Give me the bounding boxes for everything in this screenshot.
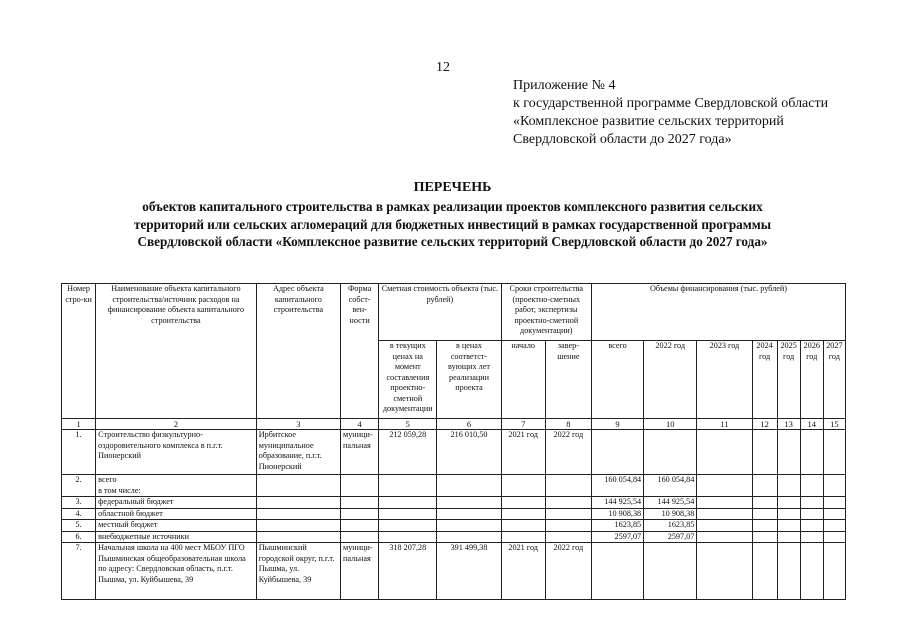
appendix-line: «Комплексное развитие сельских территорий [513, 114, 784, 129]
table-row [62, 508, 846, 520]
row-number: 5. [62, 520, 96, 532]
header-end: завер-шение [545, 341, 591, 419]
column-number: 1 [62, 419, 96, 430]
table-row [62, 475, 846, 497]
header-cost-current: в текущих ценах на момент составления проектно-сметной документации [379, 341, 437, 419]
finance-2022: 2597,07 [644, 531, 697, 543]
table-row [62, 531, 846, 543]
object-address: Ирбитское муниципальное образование, п.г.т. Пионерский [256, 430, 340, 475]
header-2024: 2024 год [752, 341, 777, 419]
finance-source: местный бюджет [96, 520, 257, 532]
document-subtitle [60, 198, 845, 251]
cost-current: 318 207,28 [379, 543, 437, 600]
column-number: 8 [545, 419, 591, 430]
finance-source-label: всего [98, 475, 117, 484]
ownership-form: муници-пальная [341, 543, 379, 600]
appendix-line: Свердловской области до 2027 года» [513, 132, 732, 147]
ownership-form: муници-пальная [341, 430, 379, 475]
header-2023: 2023 год [697, 341, 752, 419]
column-number: 5 [379, 419, 437, 430]
subtitle-line: объектов капитального строительства в рамках реализации проектов комплексного развития сельских [142, 199, 763, 214]
finance-2022: 10 908,38 [644, 508, 697, 520]
object-address: Пышминский городской округ, п.г.т. Пышма, ул. Куйбышева, 39 [256, 543, 340, 600]
row-number: 1. [62, 430, 96, 475]
column-number: 2 [96, 419, 257, 430]
column-number: 4 [341, 419, 379, 430]
document-title: ПЕРЕЧЕНЬ [413, 180, 492, 195]
cost-years: 216 010,50 [437, 430, 501, 475]
header-address: Адрес объекта капитального строительства [256, 284, 340, 419]
column-number: 13 [777, 419, 800, 430]
column-number: 6 [437, 419, 501, 430]
header-ownership-form: Форма собст-вен-ности [341, 284, 379, 419]
page-number: 12 [436, 60, 450, 75]
row-number: 4. [62, 508, 96, 520]
header-object-name: Наименование объекта капитального строительства/источник расходов на финансирование объекта капитального строительства [96, 284, 257, 419]
header-construction-terms: Сроки строительства (проектно-сметных работ, экспертизы проектно-сметной документации) [501, 284, 591, 341]
column-number: 9 [591, 419, 643, 430]
objects-table [61, 283, 846, 600]
header-cost-years: в ценах соответст-вующих лет реализации проекта [437, 341, 501, 419]
subtitle-line: территорий или сельских агломераций для бюджетных инвестиций в рамках государственной программы [133, 216, 772, 232]
appendix-line: к государственной программе Свердловской области [513, 96, 829, 111]
header-2027: 2027 год [823, 341, 845, 419]
header-funding-volumes: Объемы финансирования (тыс. рублей) [591, 284, 845, 341]
end-year: 2022 год [545, 543, 591, 600]
row-number: 2. [62, 475, 96, 497]
finance-source-sublabel: в том числе: [98, 485, 141, 495]
finance-source [96, 475, 257, 497]
start-year: 2021 год [501, 430, 545, 475]
column-number: 14 [800, 419, 823, 430]
finance-source: внебюджетные источники [96, 531, 257, 543]
column-number: 12 [752, 419, 777, 430]
header-2022: 2022 год [644, 341, 697, 419]
object-name: Строительство физкультурно-оздоровительного комплекса в п.г.т. Пионерский [96, 430, 257, 475]
header-2026: 2026 год [800, 341, 823, 419]
column-number: 15 [823, 419, 845, 430]
row-number: 7. [62, 543, 96, 600]
header-row-number: Номер стро-ки [62, 284, 96, 419]
start-year: 2021 год [501, 543, 545, 600]
table-row [62, 520, 846, 532]
appendix-note [513, 77, 828, 149]
finance-total: 10 908,38 [591, 508, 643, 520]
header-start: начало [501, 341, 545, 419]
finance-source: федеральный бюджет [96, 497, 257, 509]
column-number: 10 [644, 419, 697, 430]
end-year: 2022 год [545, 430, 591, 475]
column-number-row [62, 419, 846, 430]
finance-2022: 1623,85 [644, 520, 697, 532]
header-estimated-cost: Сметная стоимость объекта (тыс. рублей) [379, 284, 501, 341]
header-row [62, 284, 846, 341]
finance-total: 1623,85 [591, 520, 643, 532]
row-number: 3. [62, 497, 96, 509]
finance-total: 160 054,84 [591, 475, 643, 497]
finance-source: областной бюджет [96, 508, 257, 520]
table-row [62, 543, 846, 600]
column-number: 7 [501, 419, 545, 430]
cost-current: 212 059,28 [379, 430, 437, 475]
finance-2022: 144 925,54 [644, 497, 697, 509]
row-number: 6. [62, 531, 96, 543]
column-number: 11 [697, 419, 752, 430]
object-name: Начальная школа на 400 мест МБОУ ПГО Пышминская общеобразовательная школа по адресу: Свердловская область, п.г.т. Пышма, ул. Куйбышева, 39 [96, 543, 257, 600]
finance-2022: 160 054,84 [644, 475, 697, 497]
header-total: всего [591, 341, 643, 419]
cost-years: 391 499,38 [437, 543, 501, 600]
header-2025: 2025 год [777, 341, 800, 419]
subtitle-line: Свердловской области «Комплексное развитие сельских территорий Свердловской области до 2027 года» [137, 234, 768, 249]
finance-total: 2597,07 [591, 531, 643, 543]
table-row [62, 430, 846, 475]
column-number: 3 [256, 419, 340, 430]
appendix-line: Приложение № 4 [513, 78, 616, 93]
finance-total: 144 925,54 [591, 497, 643, 509]
table-row [62, 497, 846, 509]
